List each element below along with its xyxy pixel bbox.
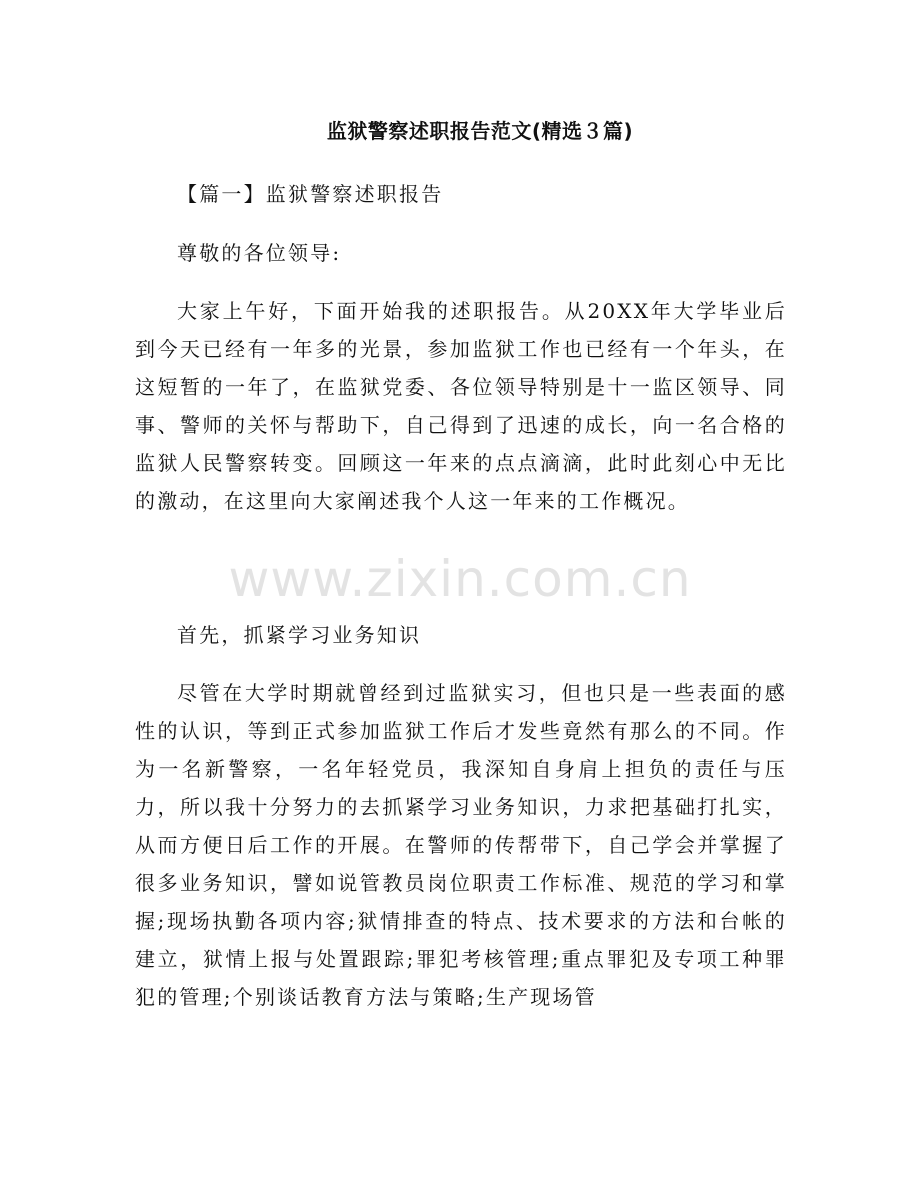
subheading-study: 首先，抓紧学习业务知识	[177, 623, 422, 647]
paragraph-study: 尽管在大学时期就曾经到过监狱实习，但也只是一些表面的感性的认识，等到正式参加监狱工作后才发些竟然有那么的不同。作为一名新警察，一名年轻党员，我深知自身肩上担负的责任与压力，所以我十分努力的去抓紧学习业务知识，力求把基础打扎实，从而方便日后工作的开展。在警师的传帮带下，自己学会并掌握了很多业务知识，譬如说管教员岗位职责工作标准、规范的学习和掌握;现场执勤各项内容;狱情排查的特点、技术要求的方法和台帐的建立，狱情上报与处置跟踪;罪犯考核管理;重点罪犯及专项工种罪犯的管理;个别谈话教育方法与策略;生产现场管	[135, 681, 787, 1009]
document-title: 监狱警察述职报告范文(精选３篇)	[326, 119, 634, 143]
paragraph-intro: 大家上午好，下面开始我的述职报告。从20XX年大学毕业后到今天已经有一年多的光景，参加监狱工作也已经有一个年头，在这短暂的一年了，在监狱党委、各位领导特别是十一监区领导、同事、警师的关怀与帮助下，自己得到了迅速的成长，向一名合格的监狱人民警察转变。回顾这一年来的点点滴滴，此时此刻心中无比的激动，在这里向大家阐述我个人这一年来的工作概况。	[135, 299, 787, 513]
salutation: 尊敬的各位领导:	[177, 241, 342, 265]
watermark: www.zixin.com.cn	[228, 550, 692, 608]
section-heading: 【篇一】监狱警察述职报告	[177, 182, 444, 206]
